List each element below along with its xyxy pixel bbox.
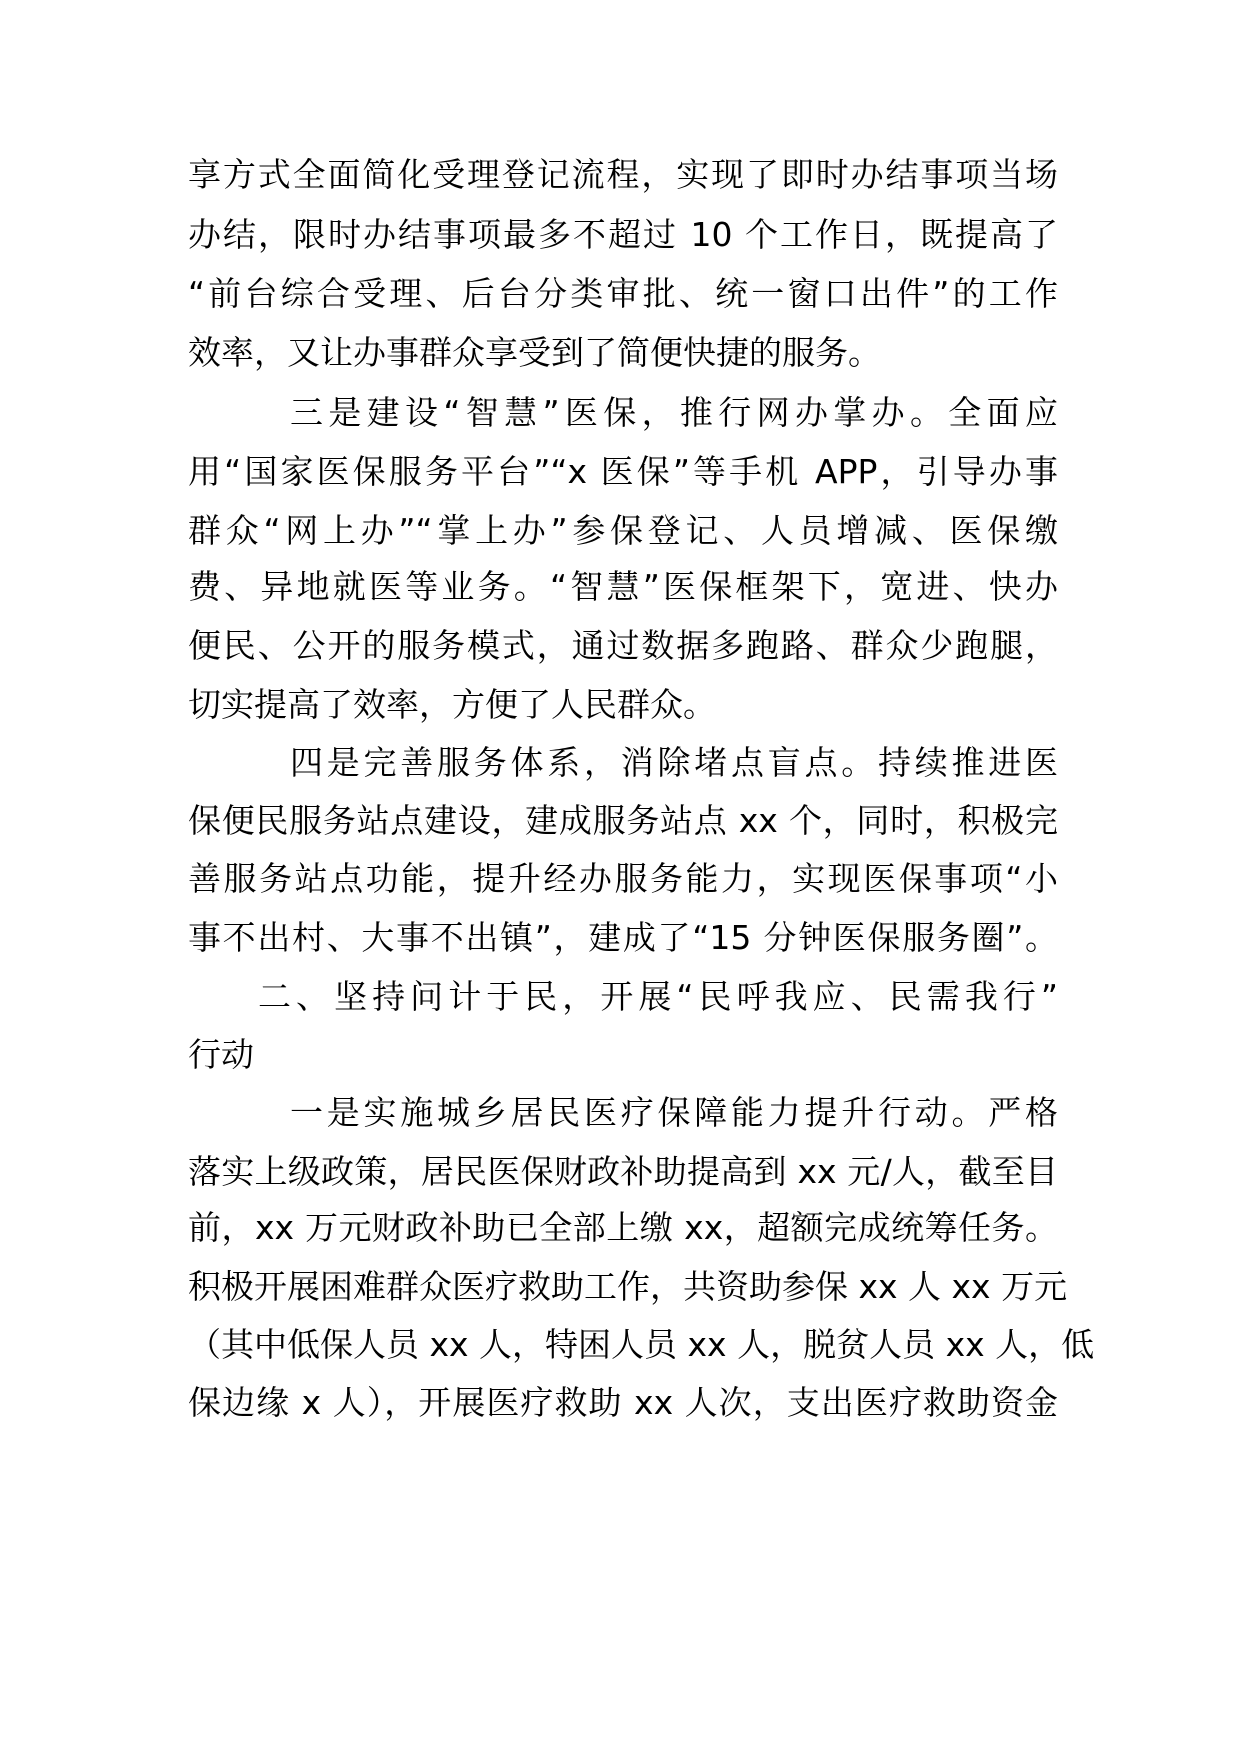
paragraph-line: 费、异地就医等业务。“智慧”医保框架下，宽进、快办 xyxy=(188,567,1058,606)
paragraph-line: 落实上级政策，居民医保财政补助提高到 xx 元/人，截至目 xyxy=(188,1152,1058,1191)
paragraph-line: 善服务站点功能，提升经办服务能力，实现医保事项“小 xyxy=(188,859,1058,898)
paragraph-line: 办结，限时办结事项最多不超过 10 个工作日，既提高了 xyxy=(188,215,1058,254)
paragraph-line: 保边缘 x 人），开展医疗救助 xx 人次，支出医疗救助资金 xyxy=(188,1383,1058,1422)
paragraph-line: 事不出村、大事不出镇”，建成了“15 分钟医保服务圈”。 xyxy=(188,918,1058,957)
paragraph-line: 享方式全面简化受理登记流程，实现了即时办结事项当场 xyxy=(188,155,1058,194)
paragraph-line: 积极开展困难群众医疗救助工作，共资助参保 xx 人 xx 万元 xyxy=(188,1267,1068,1306)
paragraph-line: 效率，又让办事群众享受到了简便快捷的服务。 xyxy=(188,333,881,372)
paragraph-line: 前，xx 万元财政补助已全部上缴 xx，超额完成统筹任务。 xyxy=(188,1208,1058,1247)
section-heading-line: 二、坚持问计于民，开展“民呼我应、民需我行” xyxy=(258,977,1058,1016)
paragraph-line: 用“国家医保服务平台”“x 医保”等手机 APP，引导办事 xyxy=(188,452,1058,491)
paragraph-line: （其中低保人员 xx 人，特困人员 xx 人，脱贫人员 xx 人，低 xyxy=(188,1325,1095,1364)
paragraph-line: 保便民服务站点建设，建成服务站点 xx 个，同时，积极完 xyxy=(188,801,1058,840)
paragraph-line: 一是实施城乡居民医疗保障能力提升行动。严格 xyxy=(290,1093,1058,1132)
paragraph-line: 群众“网上办”“掌上办”参保登记、人员增减、医保缴 xyxy=(188,511,1058,550)
paragraph-line: “前台综合受理、后台分类审批、统一窗口出件”的工作 xyxy=(188,274,1058,313)
paragraph-line: 切实提高了效率，方便了人民群众。 xyxy=(188,685,716,724)
paragraph-line: 便民、公开的服务模式，通过数据多跑路、群众少跑腿， xyxy=(188,626,1058,665)
section-heading-line: 行动 xyxy=(188,1035,254,1074)
paragraph-line: 四是完善服务体系，消除堵点盲点。持续推进医 xyxy=(290,743,1058,782)
paragraph-line: 三是建设“智慧”医保，推行网办掌办。全面应 xyxy=(290,393,1058,432)
